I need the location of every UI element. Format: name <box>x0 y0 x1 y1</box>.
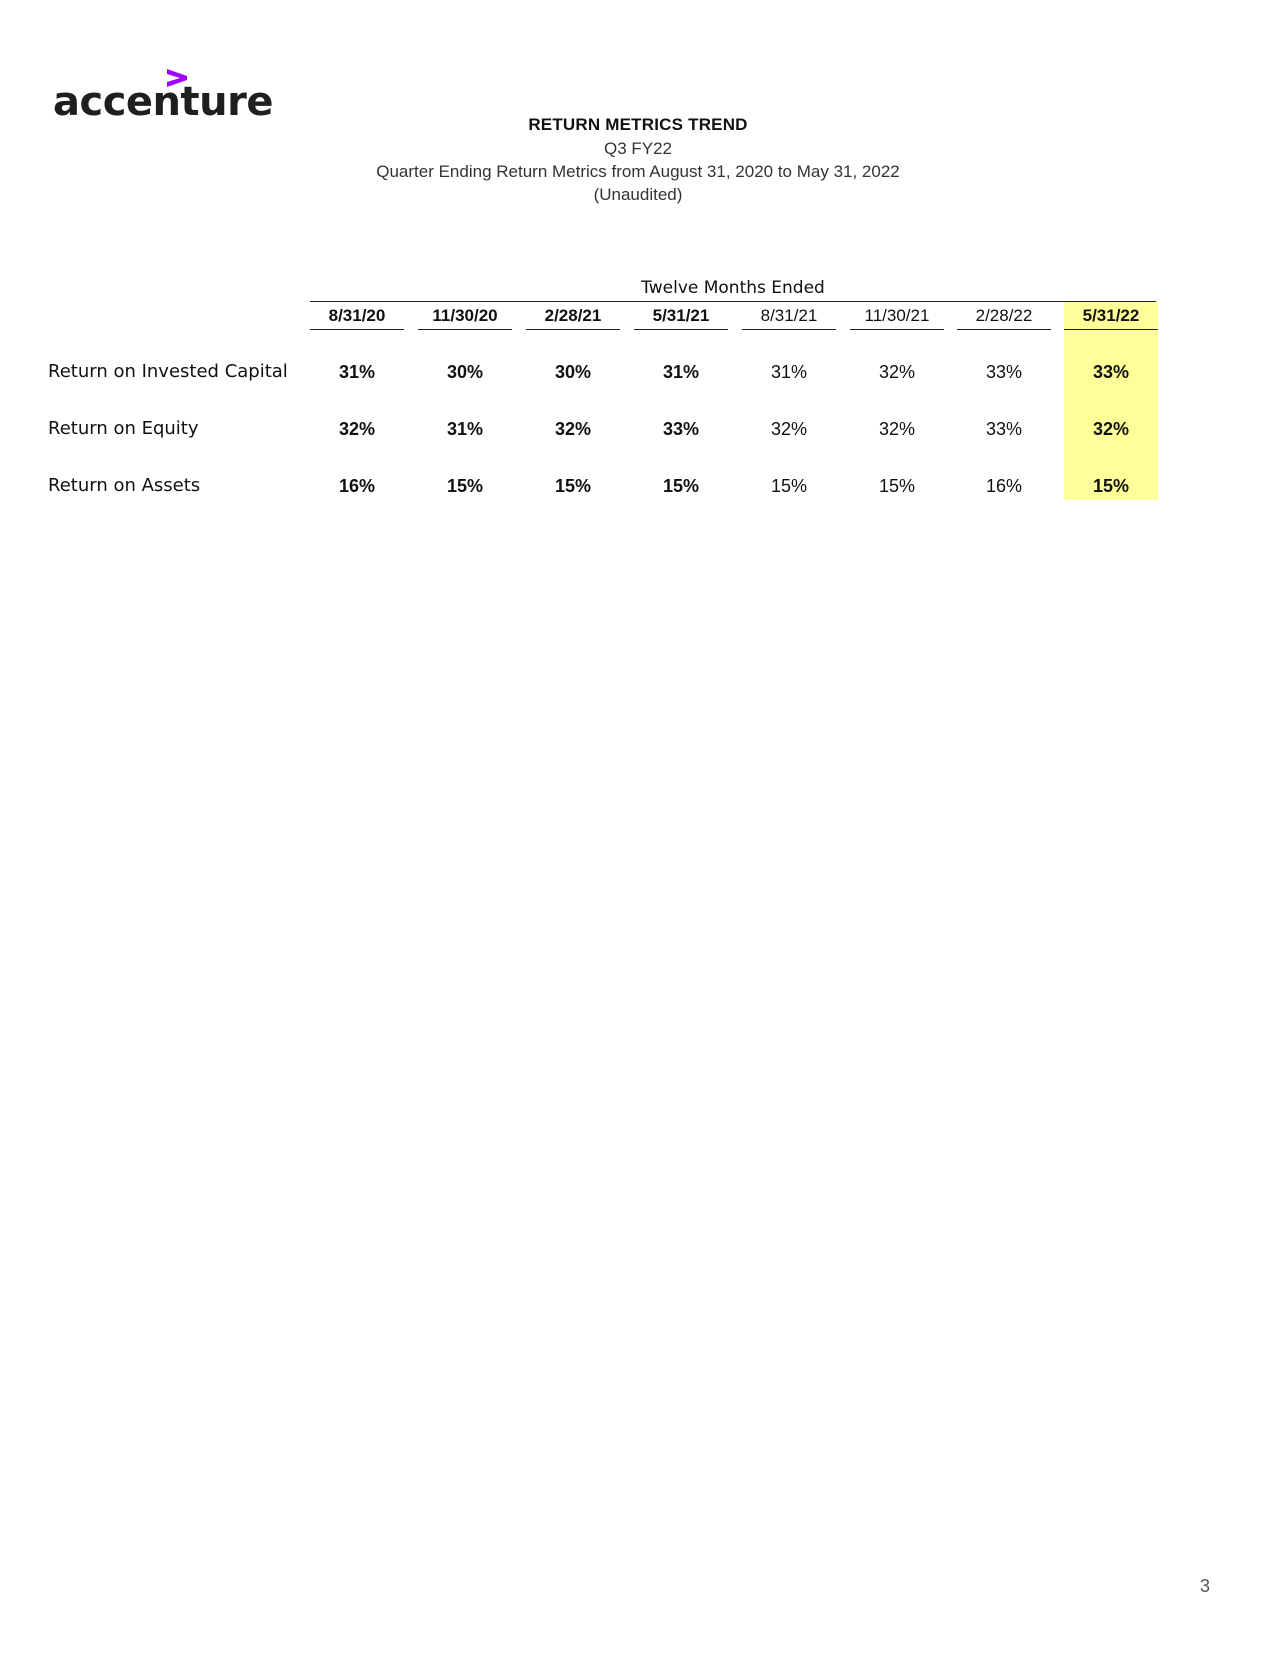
table-cell: 30% <box>554 362 592 382</box>
table-cell: 15% <box>446 476 484 496</box>
table-cell: 32% <box>1092 419 1130 439</box>
table-cell: 31% <box>446 419 484 439</box>
column-header: 11/30/20 <box>418 303 512 330</box>
column-header: 2/28/22 <box>957 303 1051 330</box>
table-cell: 15% <box>554 476 592 496</box>
page-number: 3 <box>1200 1576 1211 1596</box>
table-cell: 33% <box>985 362 1023 382</box>
column-header: 5/31/22 <box>1064 303 1158 330</box>
column-header: 5/31/21 <box>634 303 728 330</box>
logo-wordmark: accenture <box>53 79 273 125</box>
table-cell: 15% <box>662 476 700 496</box>
column-header: 11/30/21 <box>850 303 944 330</box>
table-cell: 16% <box>985 476 1023 496</box>
table-cell: 15% <box>878 476 916 496</box>
report-header <box>238 113 1038 206</box>
report-title: RETURN METRICS TREND <box>528 115 748 134</box>
column-header: 8/31/21 <box>742 303 836 330</box>
table-cell: 30% <box>446 362 484 382</box>
row-label-roic: Return on Invested Capital <box>48 361 288 382</box>
table-cell: 31% <box>662 362 700 382</box>
column-header: 2/28/21 <box>526 303 620 330</box>
report-period: Q3 FY22 <box>603 139 673 158</box>
accenture-logo <box>53 66 273 130</box>
table-cell: 32% <box>878 362 916 382</box>
table-cell: 32% <box>554 419 592 439</box>
table-cell: 16% <box>338 476 376 496</box>
row-label-roe: Return on Equity <box>48 418 199 439</box>
table-cell: 15% <box>770 476 808 496</box>
table-cell: 32% <box>878 419 916 439</box>
report-note: (Unaudited) <box>593 185 683 204</box>
table-cell: 33% <box>1092 362 1130 382</box>
table-cell: 31% <box>770 362 808 382</box>
table-cell: 15% <box>1092 476 1130 496</box>
table-cell: 33% <box>662 419 700 439</box>
table-cell: 33% <box>985 419 1023 439</box>
column-header: 8/31/20 <box>310 303 404 330</box>
table-group-header: Twelve Months Ended <box>310 276 1156 302</box>
row-label-roa: Return on Assets <box>48 475 201 496</box>
table-cell: 32% <box>770 419 808 439</box>
table-cell: 31% <box>338 362 376 382</box>
report-description: Quarter Ending Return Metrics from August 31, 2020 to May 31, 2022 <box>376 162 900 181</box>
current-period-highlight <box>1064 301 1158 500</box>
table-cell: 32% <box>338 419 376 439</box>
